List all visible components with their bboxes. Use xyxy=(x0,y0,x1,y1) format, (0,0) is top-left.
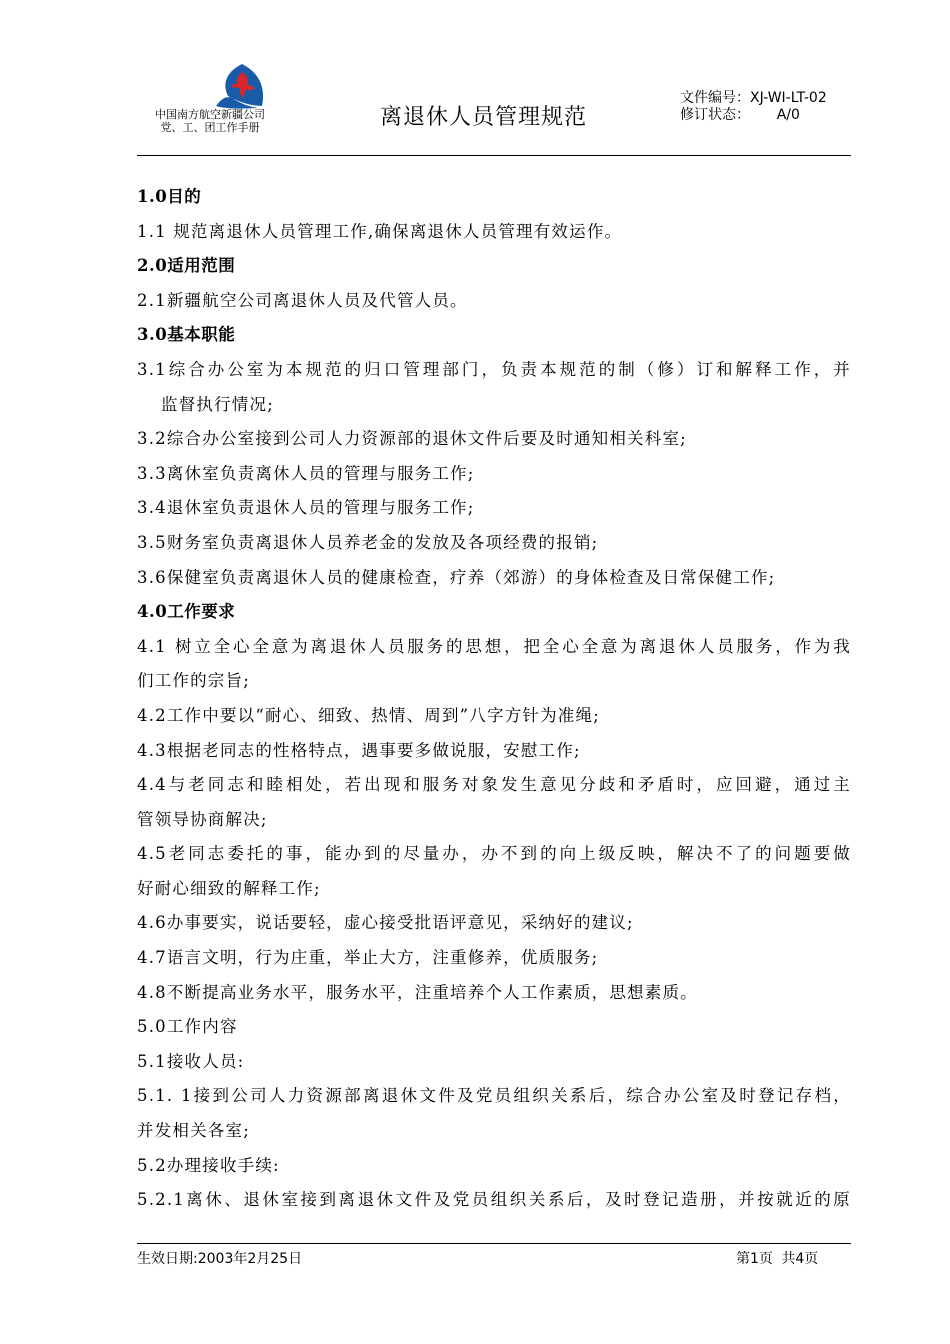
body-line: 4.3根据老同志的性格特点，遇事要多做说服，安慰工作; xyxy=(137,740,581,760)
body-line: 好耐心细致的解释工作; xyxy=(137,878,321,898)
document-number: 文件编号：XJ-WI-LT-02 xyxy=(680,90,827,106)
body-line: 1.1 规范离退休人员管理工作,确保离退休人员管理有效运作。 xyxy=(137,221,623,241)
section-heading: 4.0工作要求 xyxy=(137,602,236,622)
document-title: 离退休人员管理规范 xyxy=(380,105,588,130)
body-line: 2.1新疆航空公司离退休人员及代管人员。 xyxy=(137,290,468,310)
body-line: 4.7语言文明，行为庄重，举止大方，注重修养，优质服务; xyxy=(137,948,599,968)
revision-status: 修订状态： A/0 xyxy=(680,107,800,123)
body-line: 5.1. 1接到公司人力资源部离退休文件及党员组织关系后，综合办公室及时登记存档， xyxy=(137,1086,851,1106)
organization-name xyxy=(140,108,280,134)
document-meta xyxy=(680,90,827,124)
document-body xyxy=(137,180,851,1218)
effective-date: 生效日期:2003年2月25日 xyxy=(137,1251,303,1267)
body-line: 4.4与老同志和睦相处，若出现和服务对象发生意见分歧和矛盾时，应回避，通过主 xyxy=(137,775,851,795)
section-heading: 2.0适用范围 xyxy=(137,256,236,276)
body-line: 5.0工作内容 xyxy=(137,1017,238,1037)
body-line: 3.5财务室负责离退休人员养老金的发放及各项经费的报销; xyxy=(137,532,599,552)
header-divider xyxy=(137,155,851,156)
body-line: 4.5老同志委托的事，能办到的尽量办，办不到的向上级反映，解决不了的问题要做 xyxy=(137,844,851,864)
body-line: 3.4退休室负责退休人员的管理与服务工作; xyxy=(137,498,475,518)
page-total: 共4页 xyxy=(781,1251,819,1267)
body-line: 们工作的宗旨; xyxy=(137,671,250,691)
body-line: 3.6保健室负责离退休人员的健康检查，疗养（郊游）的身体检查及日常保健工作; xyxy=(137,567,776,587)
page-indicator xyxy=(736,1248,822,1268)
body-line: 5.2.1离休、退休室接到离退休文件及党员组织关系后，及时登记造册，并按就近的原 xyxy=(137,1190,851,1210)
body-line: 3.2综合办公室接到公司人力资源部的退休文件后要及时通知相关科室; xyxy=(137,429,687,449)
org-line-2: 党、工、团工作手册 xyxy=(160,121,260,134)
body-line: 并发相关各室; xyxy=(137,1121,250,1141)
body-line: 监督执行情况; xyxy=(161,394,274,414)
section-heading: 1.0目的 xyxy=(137,187,202,206)
body-line: 管领导协商解决; xyxy=(137,809,268,829)
body-line: 4.1 树立全心全意为离退休人员服务的思想，把全心全意为离退休人员服务，作为我 xyxy=(137,636,851,656)
body-line: 4.6办事要实，说话要轻，虚心接受批语评意见，采纳好的建议; xyxy=(137,913,634,933)
body-line: 4.8不断提高业务水平，服务水平，注重培养个人工作素质，思想素质。 xyxy=(137,982,698,1002)
body-line: 4.2工作中要以“耐心、细致、热情、周到”八字方针为准绳; xyxy=(137,705,600,725)
body-line: 3.3离休室负责离休人员的管理与服务工作; xyxy=(137,463,475,483)
section-heading: 3.0基本职能 xyxy=(137,325,236,345)
footer-divider xyxy=(137,1243,851,1244)
china-southern-logo-icon xyxy=(212,62,268,110)
body-line: 3.1综合办公室为本规范的归口管理部门，负责本规范的制（修）订和解释工作，并 xyxy=(137,359,851,379)
body-line: 5.2办理接收手续: xyxy=(137,1155,280,1175)
body-line: 5.1接收人员: xyxy=(137,1051,245,1071)
company-logo xyxy=(212,62,268,110)
page-number: 第1页 xyxy=(736,1251,773,1267)
org-line-1: 中国南方航空新疆公司 xyxy=(155,108,265,121)
